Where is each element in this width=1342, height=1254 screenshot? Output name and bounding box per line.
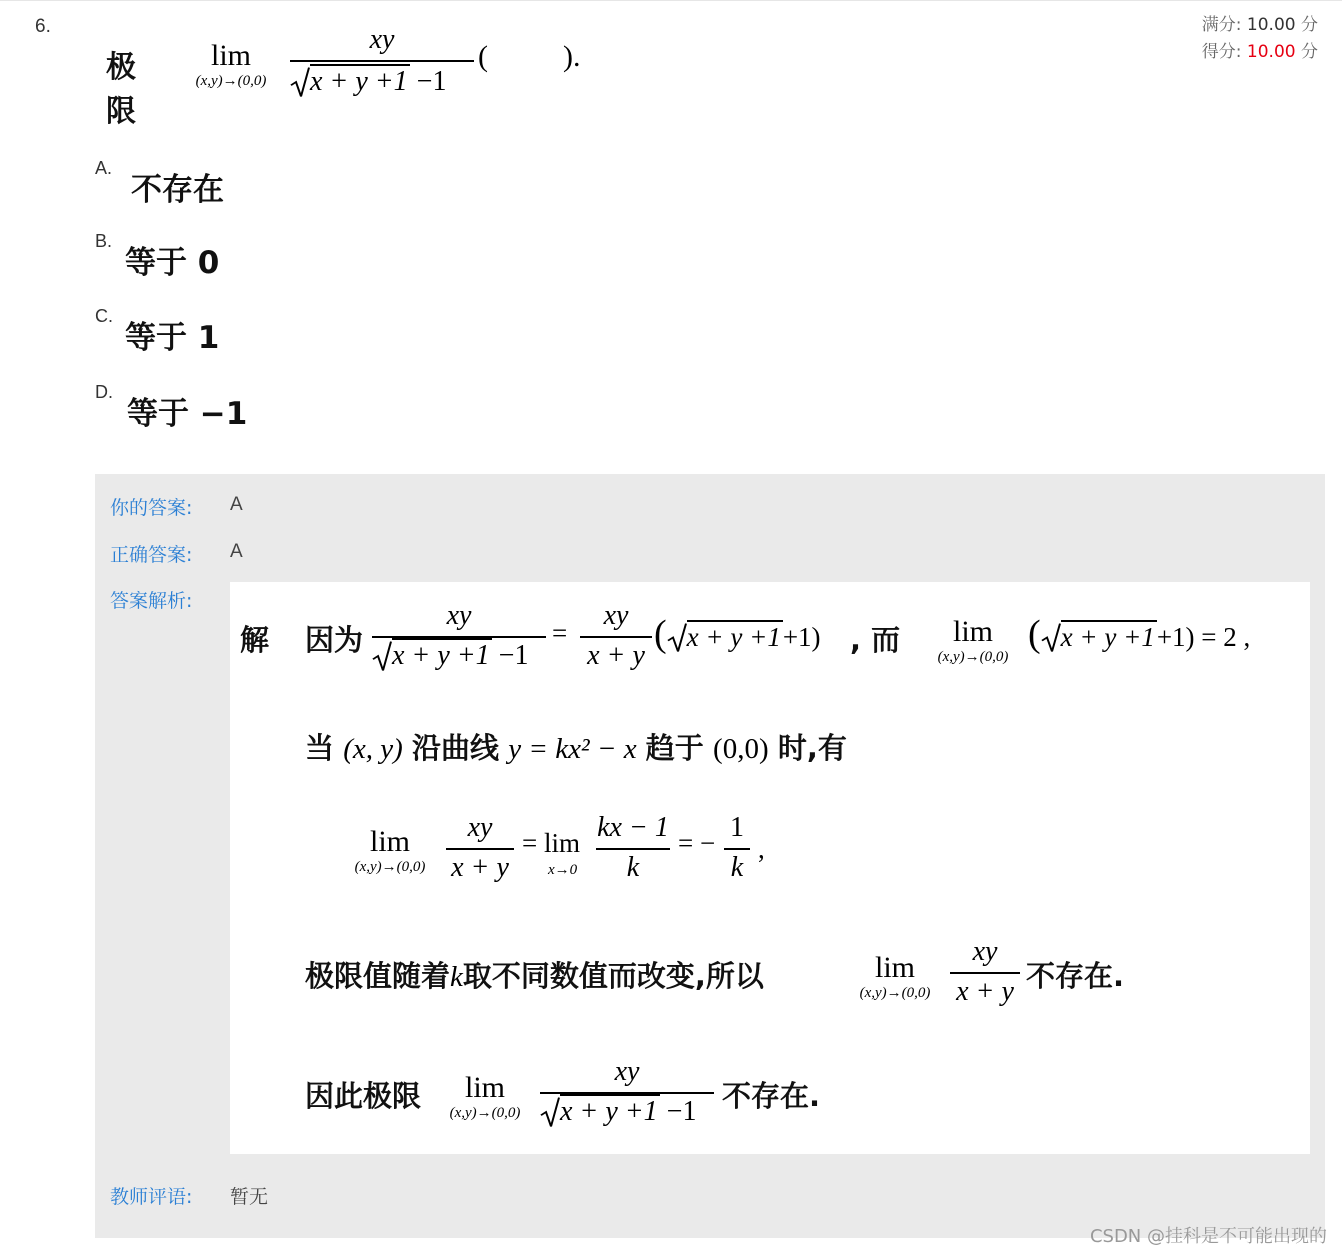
analysis-line-4	[305, 954, 764, 995]
limit-1	[920, 616, 1026, 666]
comma: ,	[758, 834, 765, 864]
option-letter: A.	[95, 158, 113, 178]
stem-radicand: x + y +1	[310, 66, 408, 97]
full-score-unit: 分	[1301, 15, 1318, 35]
fraction-numerator: xy	[467, 812, 493, 843]
analysis-jie: 解	[240, 623, 270, 657]
analysis-line-2	[305, 726, 847, 767]
paren-expression-2	[1028, 612, 1250, 656]
paren-expression-1	[654, 612, 821, 656]
limit-3	[338, 826, 442, 876]
fraction-numerator: 1	[730, 812, 744, 843]
analysis-fraction-6	[950, 936, 1020, 1016]
sqrt	[1041, 622, 1157, 653]
line-5-text: 因此极限	[305, 1079, 422, 1113]
line-4-text: 极限值随着	[305, 959, 451, 993]
stem-denominator	[290, 66, 474, 98]
den-tail: −1	[659, 1096, 697, 1127]
option-text: 等于 1	[125, 320, 220, 356]
analysis-fraction-3	[446, 812, 514, 892]
radical-icon	[1041, 622, 1061, 653]
result: +1) = 2 ,	[1156, 622, 1251, 652]
fraction-numerator: xy	[603, 600, 629, 631]
analysis-because: 因为	[305, 623, 364, 657]
open-paren: (	[654, 613, 667, 655]
curve-equation: y = kx² − x	[508, 733, 637, 765]
fraction-denominator: x + y	[587, 640, 645, 671]
fraction-numerator: xy	[446, 600, 472, 631]
fraction-numerator: xy	[614, 1056, 640, 1087]
full-score-value: 10.00	[1246, 15, 1296, 35]
analysis-fraction-4	[596, 812, 670, 892]
lim-word: lim	[874, 951, 915, 984]
equals-sign: =	[552, 618, 568, 648]
analysis-er: , 而	[850, 623, 901, 657]
radicand: x + y +1	[686, 622, 781, 652]
limit-5	[432, 1072, 538, 1122]
sqrt	[540, 1096, 660, 1128]
dang: 当	[305, 731, 335, 765]
equals-minus: = −	[678, 828, 716, 858]
tend-to: 趋于	[645, 731, 704, 765]
option-letter: B.	[95, 231, 113, 251]
stem-numerator: xy	[369, 24, 395, 55]
got-score-value: 10.00	[1246, 42, 1296, 62]
stem-lim-sub: (x,y)→(0,0)	[195, 73, 267, 89]
analysis-fraction-7	[540, 1056, 714, 1146]
fraction-bar	[596, 848, 670, 850]
point-xy: (x, y)	[343, 733, 403, 765]
lim-sub: (x,y)→(0,0)	[354, 859, 426, 875]
radicand: x + y +1	[560, 1096, 658, 1127]
got-score-unit: 分	[1301, 42, 1318, 62]
option-letter: C.	[95, 306, 113, 326]
answer-blank: ( ).	[478, 40, 581, 73]
fraction-denominator	[372, 640, 546, 672]
fraction-bar	[446, 848, 514, 850]
teacher-comment-label: 教师评语:	[110, 1186, 193, 1208]
correct-answer-value: A	[230, 541, 243, 562]
var-k: k	[450, 961, 463, 993]
line-5-end: 不存在.	[722, 1079, 821, 1113]
stem-den-tail: −1	[409, 66, 447, 97]
radicand: x + y +1	[1060, 622, 1155, 652]
option-text: 等于 0	[125, 245, 220, 281]
fraction-bar	[724, 848, 750, 850]
stem-limit	[176, 40, 286, 90]
full-score-row	[1202, 12, 1318, 39]
your-answer-value: A	[230, 494, 243, 515]
lim-word: lim	[464, 1071, 505, 1104]
limit-4	[842, 952, 948, 1002]
correct-answer-label: 正确答案:	[110, 544, 193, 566]
option-letter: D.	[95, 382, 113, 402]
line-2-end: 时,有	[777, 731, 847, 765]
analysis-image	[230, 582, 1310, 1154]
den-tail: −1	[491, 640, 529, 671]
stem-prefix: 极限	[106, 50, 136, 129]
sqrt	[667, 622, 783, 653]
lim-sub: (x,y)→(0,0)	[449, 1105, 521, 1121]
option-text: 等于 −1	[127, 396, 248, 432]
equals-lim: = lim	[522, 828, 580, 858]
fraction-denominator: x + y	[956, 976, 1014, 1007]
fraction-denominator: k	[626, 852, 640, 883]
fraction-denominator: k	[730, 852, 744, 883]
answer-panel	[95, 474, 1325, 1238]
lim-word: lim	[952, 615, 993, 648]
analysis-fraction-2	[580, 600, 652, 690]
radical-icon	[667, 622, 687, 653]
watermark: CSDN @挂科是不可能出现的	[1089, 1226, 1327, 1247]
got-score-label: 得分:	[1201, 42, 1242, 62]
radical-icon	[540, 1096, 560, 1128]
analysis-fraction-1	[372, 600, 546, 690]
stem-fraction-bar	[290, 60, 474, 62]
line-4-text-2: 取不同数值而改变,所以	[462, 959, 764, 993]
full-score-label: 满分:	[1201, 15, 1242, 35]
line-4-end: 不存在.	[1026, 959, 1125, 993]
lim-sub-x: x→0	[548, 862, 578, 878]
origin: (0,0)	[713, 733, 769, 765]
your-answer-label: 你的答案:	[110, 497, 193, 519]
question-number: 6.	[35, 16, 51, 37]
radical-icon	[372, 640, 392, 672]
radical-icon	[290, 66, 310, 98]
fraction-denominator	[540, 1096, 714, 1128]
paren-tail: +1)	[782, 622, 821, 652]
top-divider	[0, 0, 1342, 1]
analysis-label: 答案解析:	[110, 590, 193, 612]
radicand: x + y +1	[392, 640, 490, 671]
stem-fraction	[290, 24, 474, 114]
fraction-bar	[580, 636, 652, 638]
teacher-comment-value: 暂无	[230, 1186, 269, 1208]
sqrt	[372, 640, 492, 672]
fraction-numerator: xy	[972, 936, 998, 967]
lim-word: lim	[369, 825, 410, 858]
fraction-bar	[950, 972, 1020, 974]
fraction-numerator: kx − 1	[597, 812, 669, 843]
score-panel	[1202, 12, 1318, 66]
fraction-denominator: x + y	[451, 852, 509, 883]
analysis-fraction-5	[724, 812, 750, 892]
option-text: 不存在	[131, 172, 224, 208]
lim-sub: (x,y)→(0,0)	[859, 985, 931, 1001]
got-score-row	[1202, 39, 1318, 66]
open-paren: (	[1028, 613, 1041, 655]
along-curve: 沿曲线	[412, 731, 500, 765]
stem-sqrt	[290, 66, 410, 98]
stem-lim-word: lim	[210, 39, 251, 72]
lim-sub: (x,y)→(0,0)	[937, 649, 1009, 665]
